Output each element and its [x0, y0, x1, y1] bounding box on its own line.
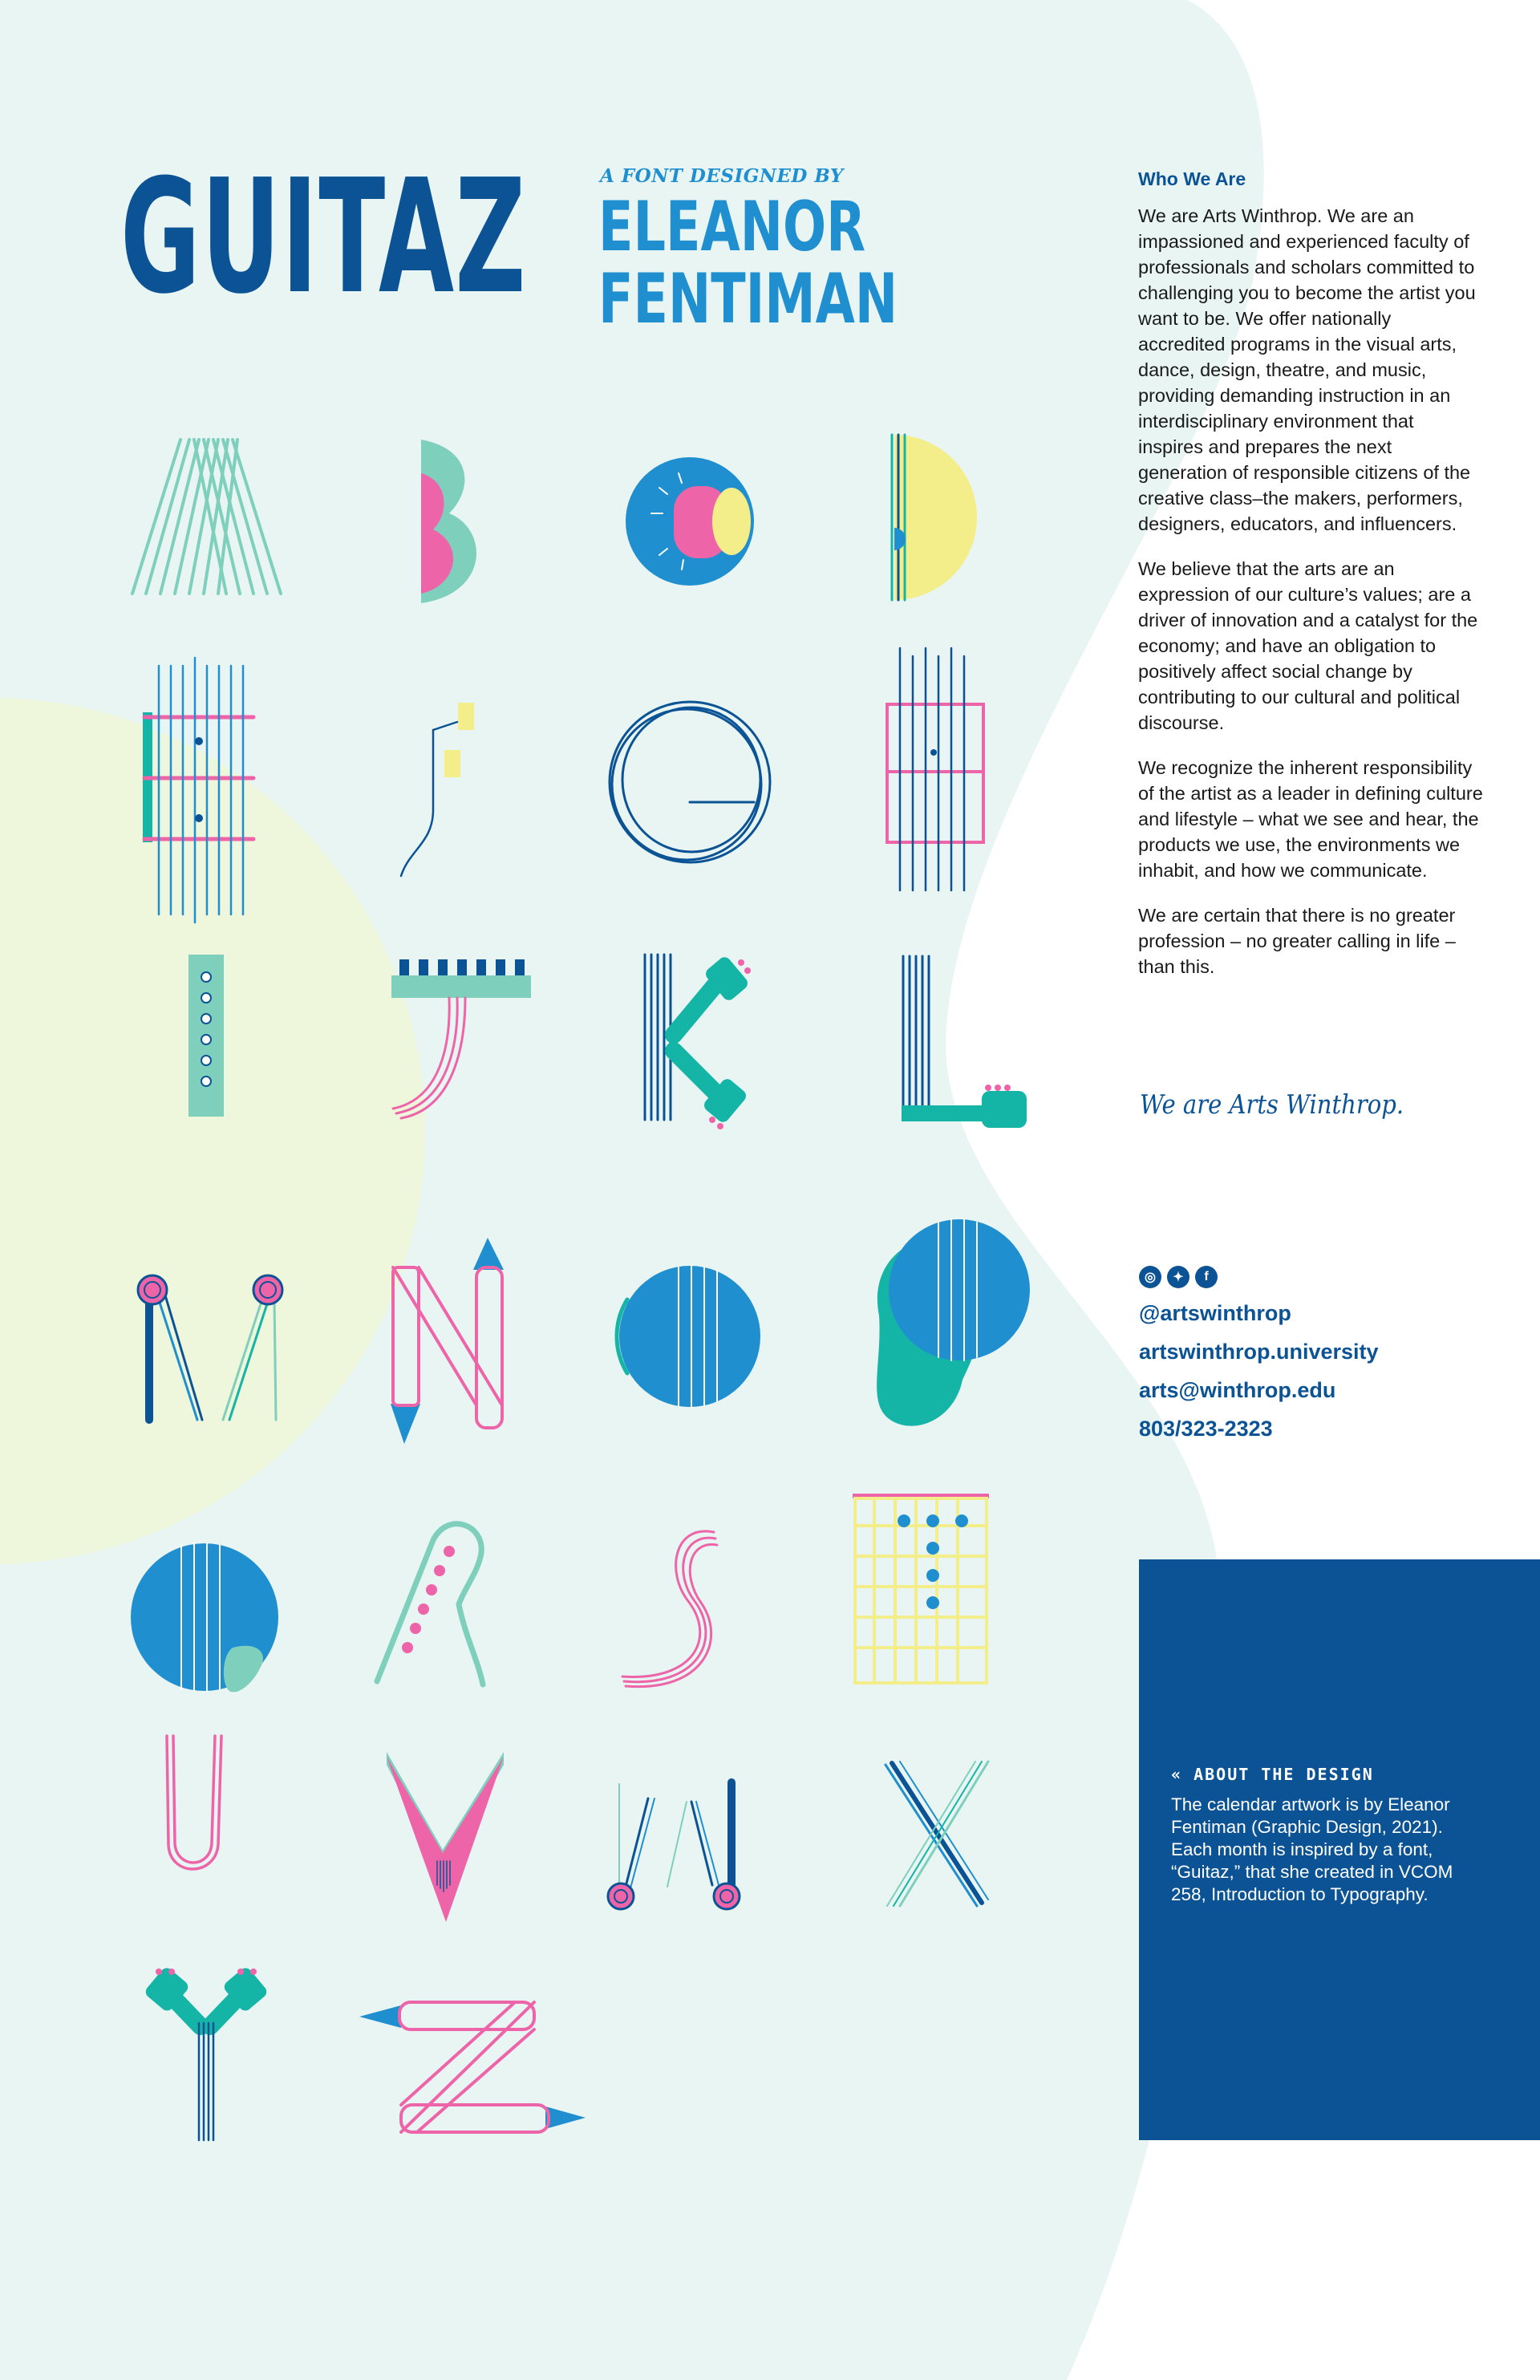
letter-c-glyph: [626, 457, 754, 586]
about-heading: « ABOUT THE DESIGN: [1171, 1765, 1374, 1784]
tagline: We are Arts Winthrop.: [1140, 1089, 1404, 1120]
letter-f-glyph: [401, 703, 474, 876]
designer-name: [598, 187, 898, 339]
about-body: The calendar artwork is by Eleanor Fentiman (Graphic Design, 2021). Each month is inspired by a font, “Guitaz,” that she created in VCOM 258, Introduction to Typography.: [1171, 1794, 1453, 1904]
letter-b-glyph: [421, 440, 476, 603]
letter-x-glyph: [886, 1762, 988, 1906]
letter-h-glyph: [887, 648, 983, 890]
designer-first-name: ELEANOR: [598, 187, 866, 267]
letter-k-glyph: [645, 955, 751, 1129]
letter-q-glyph: [131, 1543, 278, 1692]
letter-o-glyph: [617, 1266, 760, 1407]
who-we-are-heading: Who We Are: [1138, 168, 1246, 189]
letter-z-glyph: [359, 2002, 586, 2132]
letter-n-glyph: [391, 1238, 504, 1444]
letter-t-glyph: [853, 1494, 989, 1683]
font-title: GUITAZ: [120, 146, 527, 329]
website-link[interactable]: artswinthrop.university: [1139, 1340, 1379, 1364]
letter-e-glyph: [143, 658, 253, 922]
letter-p-glyph: [877, 1219, 1030, 1426]
letter-l-glyph: [902, 956, 1027, 1128]
letter-y-glyph: [144, 1965, 270, 2140]
instagram-icon[interactable]: ◎: [1139, 1266, 1161, 1288]
letter-s-glyph: [622, 1531, 717, 1687]
who-we-are-paragraph-1: We are Arts Winthrop. We are an impassioned and experienced faculty of professionals and scholars committed to challenging you to become the artist you want to be. We offer nationally accredited programs in the visual arts, dance, design, theatre, and music, providing demanding instruction in an interdisciplinary environment that inspires and prepares the next generation of responsible citizens of the creative class–the makers, performers, designers, educators, and influencers.: [1138, 205, 1476, 534]
email-link[interactable]: arts@winthrop.edu: [1139, 1378, 1336, 1402]
letter-u-glyph: [167, 1736, 221, 1869]
who-we-are-paragraph-4: We are certain that there is no greater profession – no greater calling in life – than this.: [1138, 905, 1456, 977]
social-handle-link[interactable]: @artswinthrop: [1139, 1301, 1291, 1325]
about-the-design-box: [1139, 1559, 1540, 2140]
who-we-are-paragraph-3: We recognize the inherent responsibility of the artist as a leader in defining culture and lifestyle – what we see and hear, the products we use, the environments we inhabit, and how we communicate.: [1138, 757, 1483, 881]
letter-a-glyph: [132, 440, 281, 594]
who-we-are-paragraph-2: We believe that the arts are an expression of our culture’s values; are a driver of innovation and a catalyst for the economy; and have an obligation to positively affect social change by contributing to our cultural and political discourse.: [1138, 558, 1478, 733]
font-byline: A FONT DESIGNED BY: [600, 165, 844, 187]
twitter-icon[interactable]: ✦: [1167, 1266, 1189, 1288]
letter-w-glyph: [608, 1782, 740, 1909]
letter-m-glyph: [138, 1275, 282, 1420]
letter-r-glyph: [377, 1524, 483, 1685]
phone-number: 803/323-2323: [1139, 1417, 1273, 1441]
letter-g-glyph: [610, 702, 770, 862]
social-icons: [1139, 1266, 1218, 1288]
letter-v-glyph: [387, 1752, 504, 1922]
letter-i-glyph: [188, 955, 224, 1117]
letter-d-glyph: [892, 435, 977, 600]
facebook-icon[interactable]: f: [1195, 1266, 1218, 1288]
who-we-are-section: [1138, 168, 1483, 999]
designer-last-name: FENTIMAN: [598, 259, 898, 339]
letter-j-glyph: [391, 959, 531, 1118]
